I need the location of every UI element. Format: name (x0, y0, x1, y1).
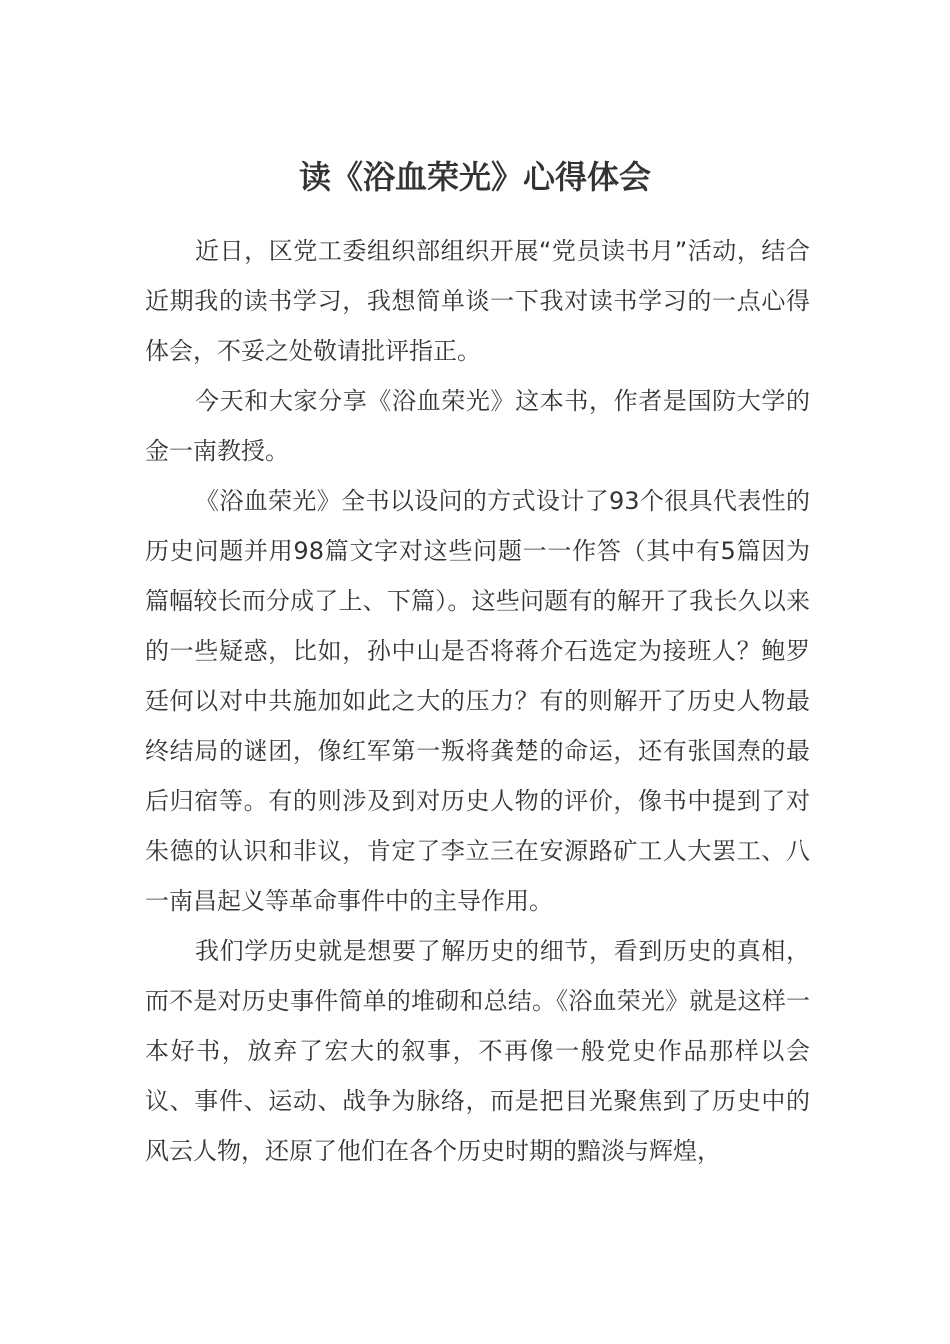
paragraph-3: 《浴血荣光》全书以设问的方式设计了93个很具代表性的历史问题并用98篇文字对这些问题一一作答（其中有5篇因为篇幅较长而分成了上、下篇）。这些问题有的解开了我长久以来的一些疑惑，比如，孙中山是否将蒋介石选定为接班人？鲍罗廷何以对中共施加如此之大的压力？有的则解开了历史人物最终结局的谜团，像红军第一叛将龚楚的命运，还有张国焘的最后归宿等。有的则涉及到对历史人物的评价，像书中提到了对朱德的认识和非议，肯定了李立三在安源路矿工人大罢工、八一南昌起义等革命事件中的主导作用。 (145, 487, 810, 915)
document-body (145, 226, 810, 1176)
document-title: 读《浴血荣光》心得体会 (298, 158, 651, 196)
paragraph-1: 近日，区党工委组织部组织开展“党员读书月”活动，结合近期我的读书学习，我想简单谈一下我对读书学习的一点心得体会，不妥之处敬请批评指正。 (145, 237, 810, 365)
paragraph-2: 今天和大家分享《浴血荣光》这本书，作者是国防大学的金一南教授。 (145, 387, 810, 465)
paragraph-4: 我们学历史就是想要了解历史的细节，看到历史的真相，而不是对历史事件简单的堆砌和总结。《浴血荣光》就是这样一本好书，放弃了宏大的叙事，不再像一般党史作品那样以会议、事件、运动、战争为脉络，而是把目光聚焦到了历史中的风云人物，还原了他们在各个历史时期的黯淡与辉煌， (145, 937, 810, 1165)
